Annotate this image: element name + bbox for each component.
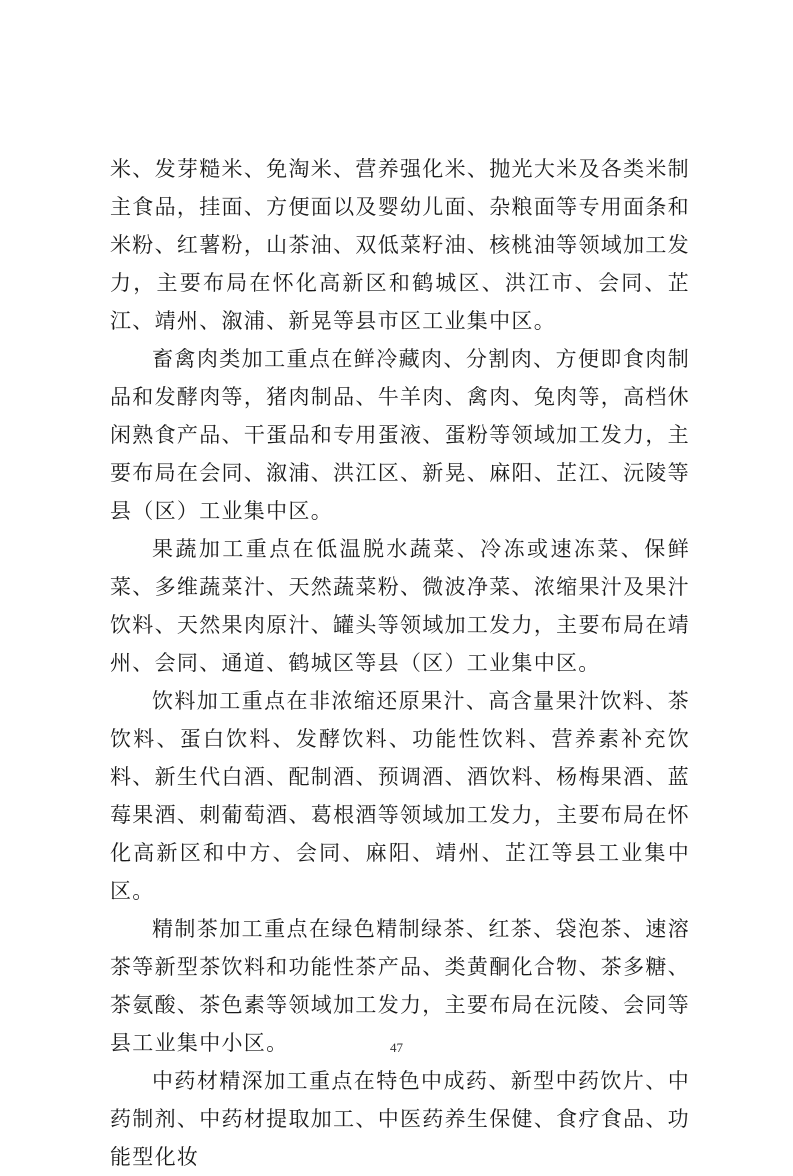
paragraph-grain-oil: 米、发芽糙米、免淘米、营养强化米、抛光大米及各类米制主食品，挂面、方便面以及婴幼儿面、杂粮面等专用面条和米粉、红薯粉，山茶油、双低菜籽油、核桃油等领域加工发力，主要布局在怀化高新区和鹤城区、洪江市、会同、芷江、靖州、溆浦、新晃等县市区工业集中区。 xyxy=(110,157,690,333)
paragraph-livestock-meat: 畜禽肉类加工重点在鲜冷藏肉、分割肉、方便即食肉制品和发酵肉等，猪肉制品、牛羊肉、禽肉、兔肉等，高档休闲熟食产品、干蛋品和专用蛋液、蛋粉等领域加工发力，主要布局在会同、溆浦、洪江区、新晃、麻阳、芷江、沅陵等县（区）工业集中区。 xyxy=(110,347,690,523)
body-text xyxy=(110,150,690,1176)
paragraph-herbal-medicine: 中药材精深加工重点在特色中成药、新型中药饮片、中药制剂、中药材提取加工、中医药养生保健、食疗食品、功能型化妆 xyxy=(110,1069,690,1169)
paragraph-beverage: 饮料加工重点在非浓缩还原果汁、高含量果汁饮料、茶饮料、蛋白饮料、发酵饮料、功能性饮料、营养素补充饮料、新生代白酒、配制酒、预调酒、酒饮料、杨梅果酒、蓝莓果酒、刺葡萄酒、葛根酒等领域加工发力，主要布局在怀化高新区和中方、会同、麻阳、靖州、芷江等县工业集中区。 xyxy=(110,689,690,903)
page-number: 47 xyxy=(390,1040,403,1055)
paragraph-refined-tea: 精制茶加工重点在绿色精制绿茶、红茶、袋泡茶、速溶茶等新型茶饮料和功能性茶产品、类黄酮化合物、茶多糖、茶氨酸、茶色素等领域加工发力，主要布局在沅陵、会同等县工业集中小区。 xyxy=(110,917,690,1055)
paragraph-fruit-vegetable: 果蔬加工重点在低温脱水蔬菜、冷冻或速冻菜、保鲜菜、多维蔬菜汁、天然蔬菜粉、微波净菜、浓缩果汁及果汁饮料、天然果肉原汁、罐头等领域加工发力，主要布局在靖州、会同、通道、鹤城区等县（区）工业集中区。 xyxy=(110,537,690,675)
